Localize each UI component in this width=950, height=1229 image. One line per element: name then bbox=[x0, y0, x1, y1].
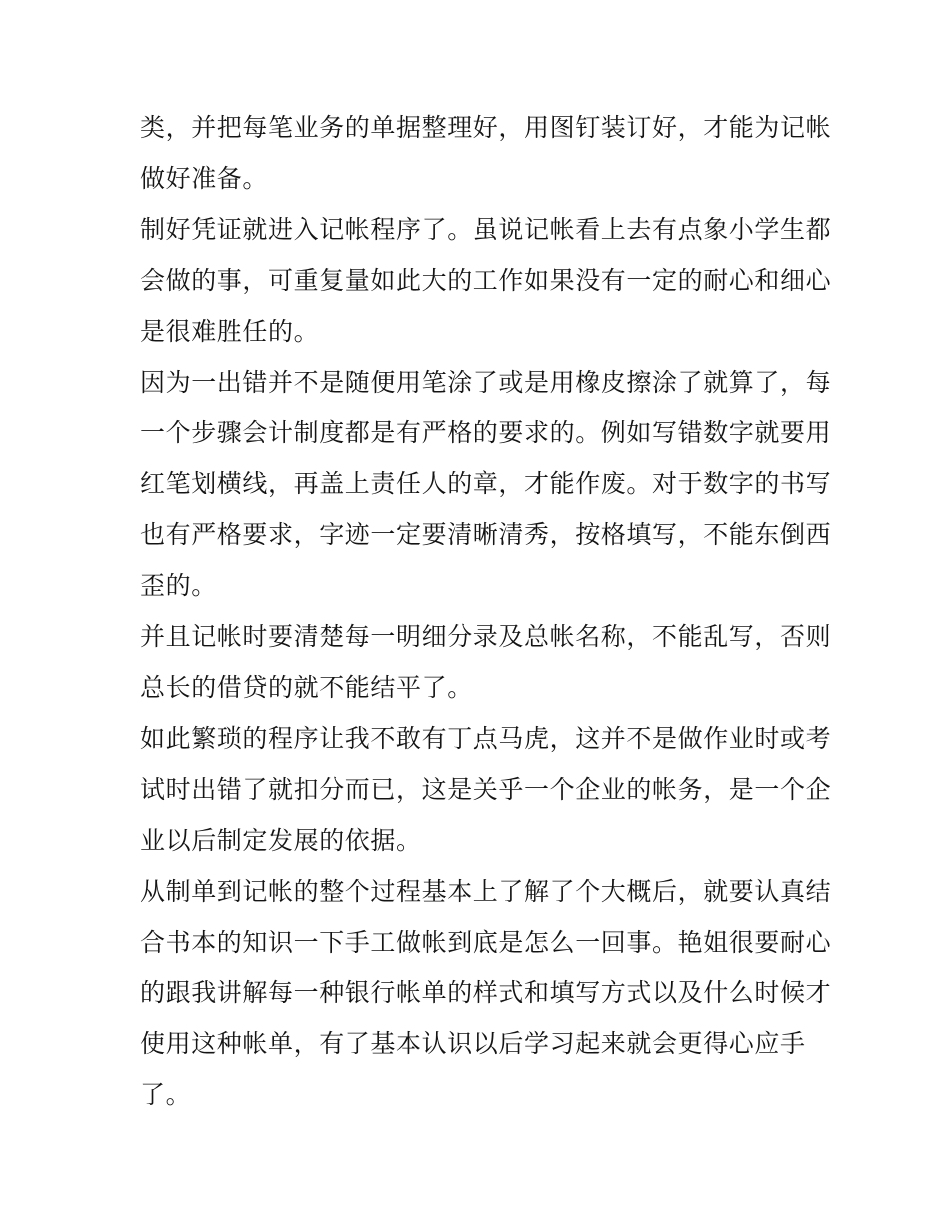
text-line: 一个步骤会计制度都是有严格的要求的。例如写错数字就要用 bbox=[140, 418, 832, 448]
text-line: 也有严格要求，字迹一定要清晰清秀，按格填写，不能东倒西 bbox=[140, 520, 832, 550]
text-line: 从制单到记帐的整个过程基本上了解了个大概后，就要认真结 bbox=[140, 876, 832, 906]
text-line: 类，并把每笔业务的单据整理好，用图钉装订好，才能为记帐 bbox=[140, 113, 832, 142]
text-line: 做好准备。 bbox=[140, 163, 269, 193]
text-line: 会做的事，可重复量如此大的工作如果没有一定的耐心和细心 bbox=[140, 265, 832, 295]
text-line: 制好凭证就进入记帐程序了。虽说记帐看上去有点象小学生都 bbox=[140, 214, 832, 244]
text-line: 红笔划横线，再盖上责任人的章，才能作废。对于数字的书写 bbox=[140, 469, 832, 499]
text-line: 如此繁琐的程序让我不敢有丁点马虎，这并不是做作业时或考 bbox=[140, 723, 832, 753]
text-line: 使用这种帐单，有了基本认识以后学习起来就会更得心应手 bbox=[140, 1029, 806, 1059]
text-line: 业以后制定发展的依据。 bbox=[140, 825, 422, 855]
text-line: 总长的借贷的就不能结平了。 bbox=[140, 672, 473, 702]
text-line: 合书本的知识一下手工做帐到底是怎么一回事。艳姐很要耐心 bbox=[140, 927, 832, 957]
text-line: 的跟我讲解每一种银行帐单的样式和填写方式以及什么时候才 bbox=[140, 978, 832, 1008]
text-line: 试时出错了就扣分而已，这是关乎一个企业的帐务，是一个企 bbox=[140, 774, 832, 804]
text-line: 因为一出错并不是随便用笔涂了或是用橡皮擦涂了就算了，每 bbox=[140, 367, 832, 397]
body-text bbox=[140, 103, 830, 1121]
text-line: 并且记帐时要清楚每一明细分录及总帐名称，不能乱写，否则 bbox=[140, 622, 832, 652]
text-line: 是很难胜任的。 bbox=[140, 316, 320, 346]
text-line: 歪的。 bbox=[140, 571, 217, 601]
text-line: 了。 bbox=[140, 1080, 192, 1110]
